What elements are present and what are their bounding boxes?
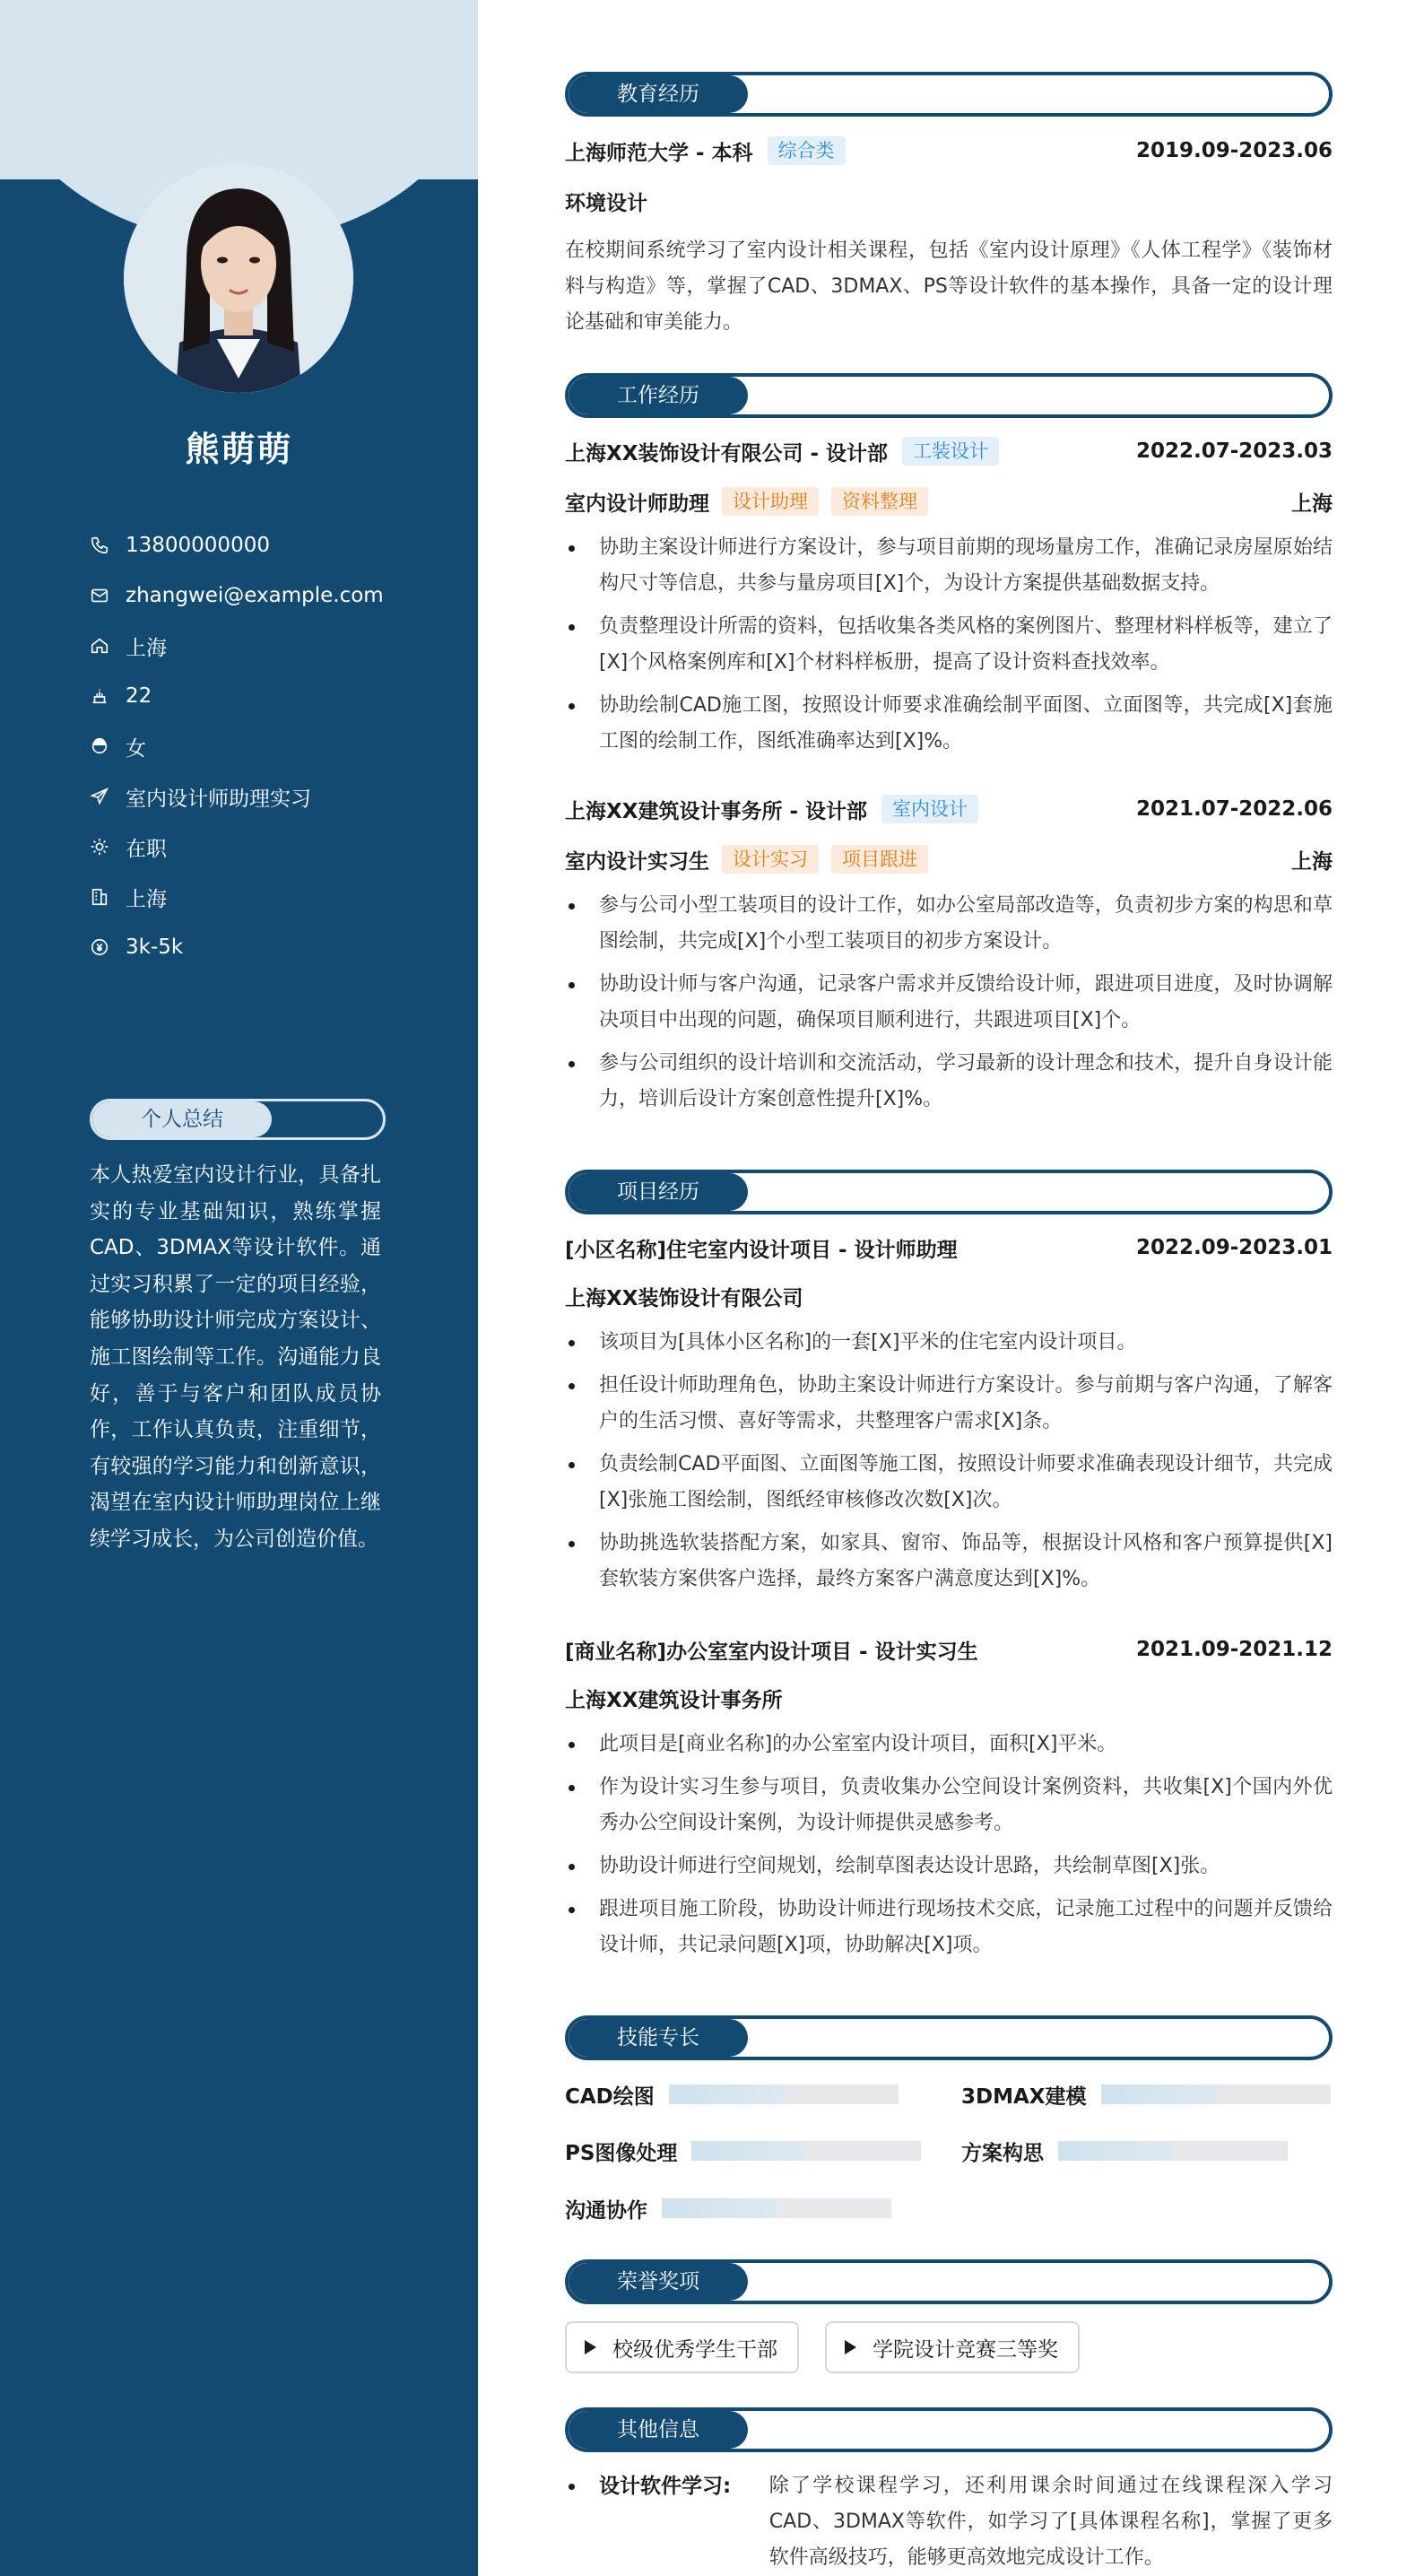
summary-header xyxy=(90,1099,386,1140)
skill-name: 沟通协作 xyxy=(565,2198,647,2223)
work-header-row xyxy=(565,433,1333,469)
skill-fill xyxy=(1058,2141,1173,2161)
info-city xyxy=(90,872,384,922)
award-label: 学院设计竞赛三等奖 xyxy=(873,2337,1058,2362)
major-name: 环境设计 xyxy=(565,191,647,215)
award-label: 校级优秀学生干部 xyxy=(612,2337,777,2362)
project-date: 2021.09-2021.12 xyxy=(1135,1638,1333,1661)
work-tag: 室内设计 xyxy=(881,795,978,823)
education-date: 2019.09-2023.06 xyxy=(1135,139,1333,162)
play-icon xyxy=(845,2340,856,2354)
home-icon xyxy=(90,636,109,656)
skill-fill xyxy=(691,2141,806,2161)
list-item: 跟进项目施工阶段，协助设计师进行现场技术交底，记录施工过程中的问题并反馈给设计师，共记录问题[X]项，协助解决[X]项。 xyxy=(565,1892,1333,1963)
work-skill-tag: 设计实习 xyxy=(722,845,819,874)
info-phone xyxy=(90,520,384,570)
list-item: 协助挑选软装搭配方案，如家具、窗帘、饰品等，根据设计风格和客户预算提供[X]套软装方案供客户选择，最终方案客户满意度达到[X]%。 xyxy=(565,1526,1333,1597)
age-icon xyxy=(90,686,109,706)
play-icon xyxy=(585,2340,596,2354)
project-header-row xyxy=(565,1632,1333,1667)
phone-value: 13800000000 xyxy=(126,534,270,557)
info-hometown xyxy=(90,621,384,671)
list-item: 负责整理设计所需的资料，包括收集各类风格的案例图片、整理材料样板等，建立了[X]个风格案例库和[X]个材料样板册，提高了设计资料查找效率。 xyxy=(565,609,1333,681)
school-tag: 综合类 xyxy=(768,136,846,165)
project-title: [小区名称]住宅室内设计项目 - 设计师助理 xyxy=(565,1238,958,1262)
list-item: 此项目是[商业名称]的办公室室内设计项目，面积[X]平米。 xyxy=(565,1727,1333,1762)
skill-bar xyxy=(662,2198,891,2218)
work-city: 上海 xyxy=(1291,492,1333,516)
section-project xyxy=(565,1170,1333,1214)
hometown-value: 上海 xyxy=(126,636,167,660)
list-item: 担任设计师助理角色，协助主案设计师进行方案设计。参与前期与客户沟通，了解客户的生活习惯、喜好等需求，共整理客户需求[X]条。 xyxy=(565,1368,1333,1440)
list-item: 协助设计师进行空间规划，绘制草图表达设计思路，共绘制草图[X]张。 xyxy=(565,1849,1333,1884)
education-row xyxy=(565,133,1333,169)
section-title: 荣誉奖项 xyxy=(569,2263,748,2301)
phone-icon xyxy=(90,535,109,555)
list-item: 协助主案设计师进行方案设计，参与项目前期的现场量房工作，准确记录房屋原始结构尺寸等信息，共参与量房项目[X]个，为设计方案提供基础数据支持。 xyxy=(565,530,1333,602)
section-work xyxy=(565,373,1333,418)
skill-name: 方案构思 xyxy=(961,2141,1044,2165)
work-role-row xyxy=(565,483,1333,519)
skill-name: CAD绘图 xyxy=(565,2084,655,2109)
section-title: 教育经历 xyxy=(569,75,748,113)
skill-bar xyxy=(1058,2141,1288,2161)
candidate-name: 熊萌萌 xyxy=(185,430,293,469)
sidebar xyxy=(0,0,478,2576)
skill-fill xyxy=(1101,2084,1216,2104)
info-salary xyxy=(90,922,384,972)
other-info-item xyxy=(565,2468,1333,2576)
project-bullets xyxy=(565,1727,1333,1963)
section-other xyxy=(565,2407,1333,2452)
work-bullets xyxy=(565,530,1333,760)
work-date: 2021.07-2022.06 xyxy=(1135,797,1333,821)
list-item: 作为设计实习生参与项目，负责收集办公空间设计案例资料，共收集[X]个国内外优秀办公空间设计案例，为设计师提供灵感参考。 xyxy=(565,1770,1333,1841)
work-date: 2022.07-2023.03 xyxy=(1135,439,1333,463)
work-bullets xyxy=(565,888,1333,1118)
skill-fill xyxy=(669,2084,784,2104)
job-target-value: 室内设计师助理实习 xyxy=(126,787,311,811)
list-item: 协助绘制CAD施工图，按照设计师要求准确绘制平面图、立面图等，共完成[X]套施工图的绘制工作，图纸准确率达到[X]%。 xyxy=(565,688,1333,760)
skill-bar xyxy=(691,2141,921,2161)
section-title: 技能专长 xyxy=(569,2019,748,2057)
award-item xyxy=(825,2321,1080,2373)
section-title: 其他信息 xyxy=(569,2411,748,2449)
section-title: 项目经历 xyxy=(569,1173,748,1211)
major-row xyxy=(565,183,1333,219)
contact-info-list xyxy=(90,520,384,972)
list-item: 参与公司小型工装项目的设计工作，如办公室局部改造等，负责初步方案的构思和草图绘制，共完成[X]个小型工装项目的初步方案设计。 xyxy=(565,888,1333,960)
project-item-2 xyxy=(565,1632,1333,1971)
education-desc: 在校期间系统学习了室内设计相关课程，包括《室内设计原理》《人体工程学》《装饰材料与构造》等，掌握了CAD、3DMAX、PS等设计软件的基本操作，具备一定的设计理论基础和审美能力。 xyxy=(565,239,1333,334)
salary-value: 3k-5k xyxy=(126,936,184,959)
other-label: 设计软件学习: xyxy=(565,2468,769,2576)
skill-item xyxy=(565,2190,891,2226)
skill-item xyxy=(565,2133,921,2169)
work-role: 室内设计实习生 xyxy=(565,849,709,874)
work-company: 上海XX装饰设计有限公司 - 设计部 xyxy=(565,441,889,466)
work-skill-tag: 设计助理 xyxy=(722,487,819,516)
list-item: 该项目为[具体小区名称]的一套[X]平米的住宅室内设计项目。 xyxy=(565,1325,1333,1361)
project-title: [商业名称]办公室室内设计项目 - 设计实习生 xyxy=(565,1640,978,1664)
list-item: 协助设计师与客户沟通，记录客户需求并反馈给设计师，跟进项目进度，及时协调解决项目中出现的问题，确保项目顺利进行，共跟进项目[X]个。 xyxy=(565,967,1333,1039)
section-awards xyxy=(565,2259,1333,2304)
project-date: 2022.09-2023.01 xyxy=(1135,1236,1333,1259)
skill-item xyxy=(961,2076,1331,2112)
work-skill-tag: 资料整理 xyxy=(831,487,928,516)
work-company: 上海XX建筑设计事务所 - 设计部 xyxy=(565,799,868,823)
avatar xyxy=(124,163,353,393)
email-value: zhangwei@example.com xyxy=(126,584,384,607)
age-value: 22 xyxy=(126,684,152,708)
section-skills xyxy=(565,2015,1333,2060)
work-item-2 xyxy=(565,791,1333,1125)
skill-item xyxy=(565,2076,899,2112)
gender-value: 女 xyxy=(126,736,146,761)
project-company-row xyxy=(565,1278,1333,1314)
project-header-row xyxy=(565,1230,1333,1266)
summary-text: 本人热爱室内设计行业，具备扎实的专业基础知识，熟练掌握CAD、3DMAX等设计软件。通过实习积累了一定的项目经验，能够协助设计师完成方案设计、施工图绘制等工作。沟通能力良好，善于与客户和团队成员协作，工作认真负责，注重细节，有较强的学习能力和创新意识，渴望在室内设计师助理岗位上继续学习成长，为公司创造价值。 xyxy=(90,1163,381,1551)
mail-icon xyxy=(90,586,109,605)
project-bullets xyxy=(565,1325,1333,1597)
school-name: 上海师范大学 - 本科 xyxy=(565,141,753,165)
work-skill-tag: 项目跟进 xyxy=(831,845,928,874)
work-tag: 工装设计 xyxy=(902,437,999,466)
status-icon xyxy=(90,837,109,857)
gender-icon xyxy=(90,736,109,756)
project-item-1 xyxy=(565,1230,1333,1605)
info-job-target xyxy=(90,771,384,822)
send-icon xyxy=(90,787,109,806)
skill-bar xyxy=(669,2084,899,2104)
other-text: 除了学校课程学习，还利用课余时间通过在线课程深入学习CAD、3DMAX等软件，如学习了[具体课程名称]，掌握了更多软件高级技巧，能够更高效地完成设计工作。 xyxy=(768,2475,1333,2569)
skill-fill xyxy=(662,2198,777,2218)
skill-name: PS图像处理 xyxy=(565,2141,678,2165)
avatar-portrait xyxy=(124,163,353,393)
list-item: 参与公司组织的设计培训和交流活动，学习最新的设计理念和技术，提升自身设计能力，培训后设计方案创意性提升[X]%。 xyxy=(565,1046,1333,1118)
project-company: 上海XX建筑设计事务所 xyxy=(565,1688,783,1712)
info-gender xyxy=(90,721,384,771)
skill-item xyxy=(961,2133,1288,2169)
info-email xyxy=(90,570,384,621)
work-header-row xyxy=(565,791,1333,827)
project-company-row xyxy=(565,1680,1333,1716)
city-value: 上海 xyxy=(126,887,167,911)
education-block xyxy=(565,133,1333,341)
skill-name: 3DMAX建模 xyxy=(961,2084,1087,2109)
salary-icon xyxy=(90,937,109,957)
project-company: 上海XX装饰设计有限公司 xyxy=(565,1286,803,1310)
list-item: 负责绘制CAD平面图、立面图等施工图，按照设计师要求准确表现设计细节，共完成[X]张施工图绘制，图纸经审核修改次数[X]次。 xyxy=(565,1447,1333,1519)
award-item xyxy=(565,2321,799,2373)
work-role-row xyxy=(565,841,1333,877)
section-title: 工作经历 xyxy=(569,377,748,414)
work-city: 上海 xyxy=(1291,849,1333,874)
building-icon xyxy=(90,887,109,907)
status-value: 在职 xyxy=(126,837,167,861)
work-role: 室内设计师助理 xyxy=(565,492,709,516)
work-item-1 xyxy=(565,433,1333,767)
info-age xyxy=(90,671,384,721)
section-education xyxy=(565,72,1333,117)
info-status xyxy=(90,822,384,872)
summary-title: 个人总结 xyxy=(92,1101,272,1137)
skill-bar xyxy=(1101,2084,1331,2104)
